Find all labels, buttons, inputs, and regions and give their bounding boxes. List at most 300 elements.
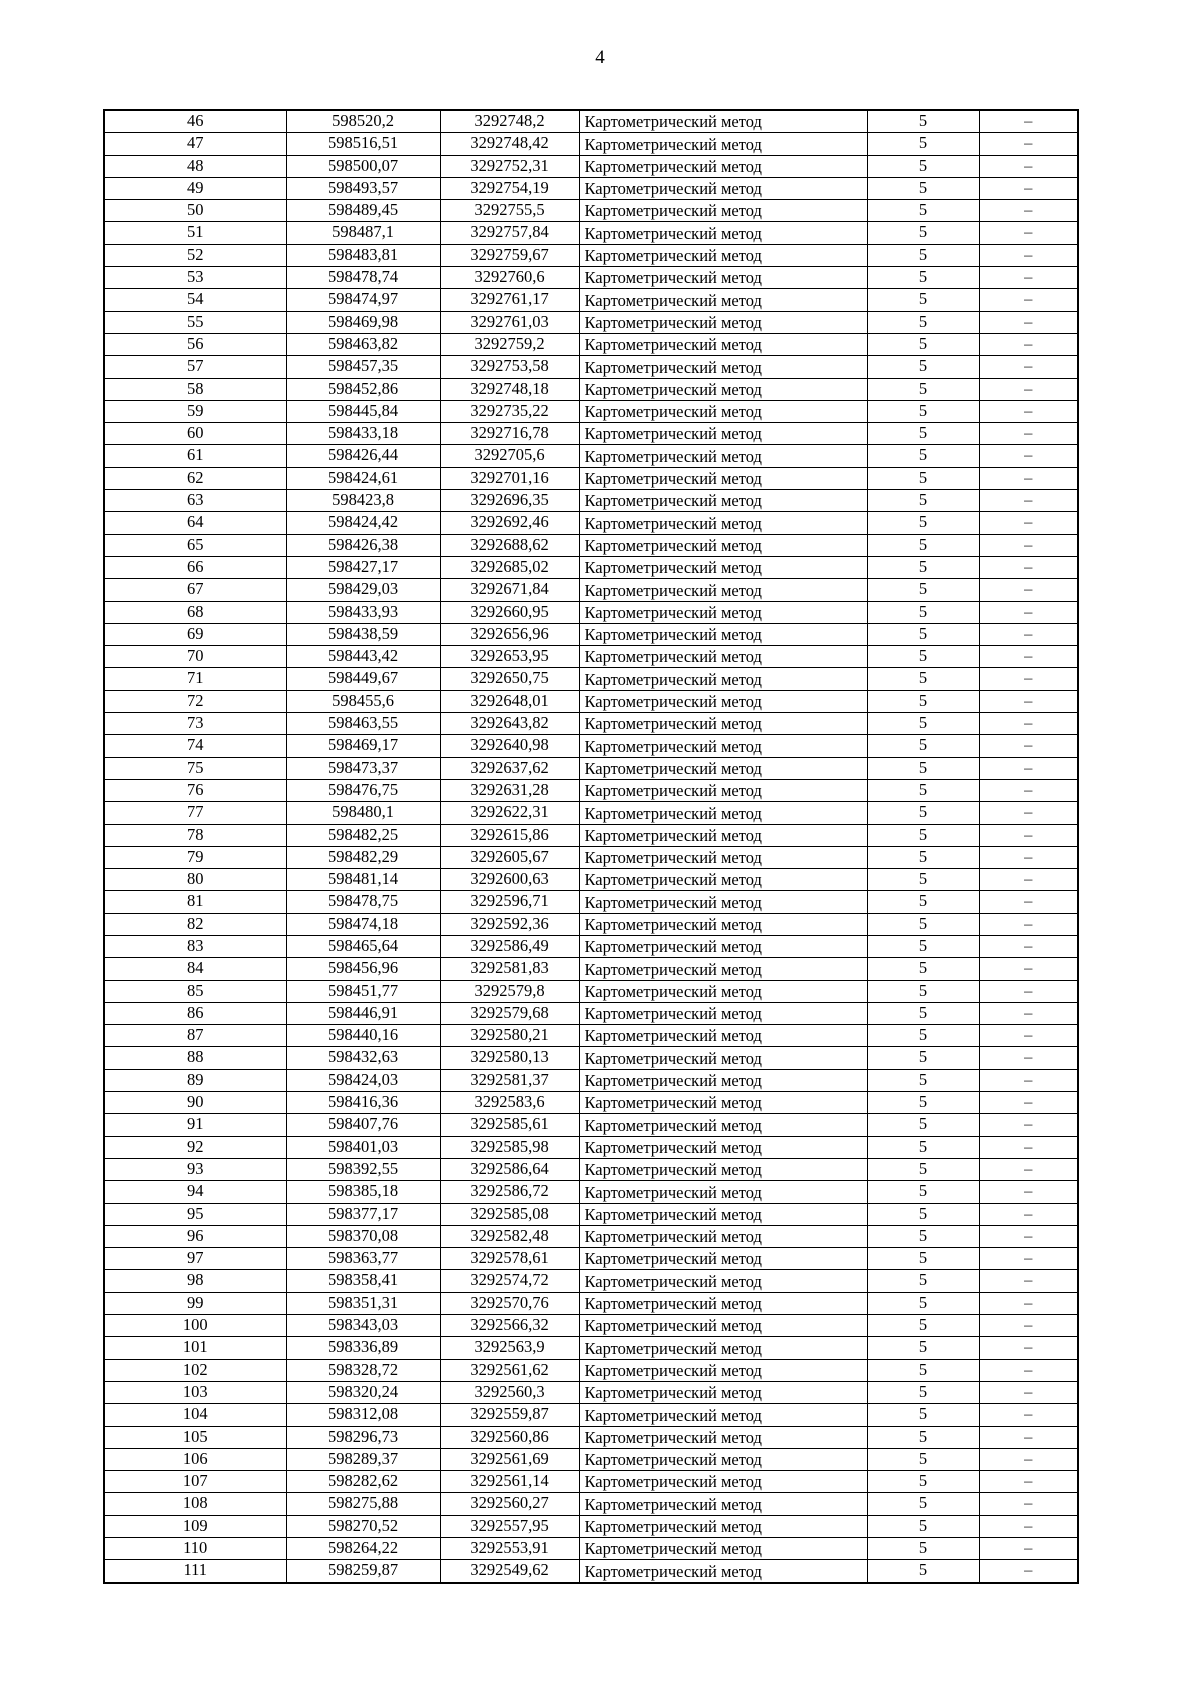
- note-cell: –: [979, 601, 1078, 623]
- accuracy-cell: 5: [867, 1560, 979, 1583]
- note-cell: –: [979, 1315, 1078, 1337]
- note-cell: –: [979, 133, 1078, 155]
- method-cell: Картометрический метод: [579, 869, 867, 891]
- point-number-cell: 53: [104, 267, 286, 289]
- accuracy-cell: 5: [867, 935, 979, 957]
- x-coordinate-cell: 598363,77: [286, 1248, 440, 1270]
- y-coordinate-cell: 3292583,6: [440, 1092, 579, 1114]
- y-coordinate-cell: 3292553,91: [440, 1538, 579, 1560]
- table-row: [104, 802, 1078, 824]
- x-coordinate-cell: 598296,73: [286, 1426, 440, 1448]
- point-number-cell: 71: [104, 668, 286, 690]
- note-cell: –: [979, 512, 1078, 534]
- table-row: [104, 200, 1078, 222]
- method-cell: Картометрический метод: [579, 958, 867, 980]
- method-cell: Картометрический метод: [579, 1136, 867, 1158]
- x-coordinate-cell: 598500,07: [286, 155, 440, 177]
- table-row: [104, 735, 1078, 757]
- table-row: [104, 1292, 1078, 1314]
- note-cell: –: [979, 1448, 1078, 1470]
- point-number-cell: 98: [104, 1270, 286, 1292]
- y-coordinate-cell: 3292615,86: [440, 824, 579, 846]
- point-number-cell: 81: [104, 891, 286, 913]
- table-row: [104, 177, 1078, 199]
- accuracy-cell: 5: [867, 1092, 979, 1114]
- x-coordinate-cell: 598377,17: [286, 1203, 440, 1225]
- x-coordinate-cell: 598474,18: [286, 913, 440, 935]
- accuracy-cell: 5: [867, 356, 979, 378]
- accuracy-cell: 5: [867, 333, 979, 355]
- y-coordinate-cell: 3292716,78: [440, 423, 579, 445]
- accuracy-cell: 5: [867, 267, 979, 289]
- method-cell: Картометрический метод: [579, 1426, 867, 1448]
- x-coordinate-cell: 598469,98: [286, 311, 440, 333]
- table-row: [104, 1203, 1078, 1225]
- note-cell: –: [979, 757, 1078, 779]
- x-coordinate-cell: 598480,1: [286, 802, 440, 824]
- note-cell: –: [979, 735, 1078, 757]
- accuracy-cell: 5: [867, 958, 979, 980]
- point-number-cell: 69: [104, 623, 286, 645]
- method-cell: Картометрический метод: [579, 1381, 867, 1403]
- table-row: [104, 1538, 1078, 1560]
- x-coordinate-cell: 598489,45: [286, 200, 440, 222]
- accuracy-cell: 5: [867, 1225, 979, 1247]
- accuracy-cell: 5: [867, 200, 979, 222]
- point-number-cell: 83: [104, 935, 286, 957]
- table-row: [104, 935, 1078, 957]
- accuracy-cell: 5: [867, 1114, 979, 1136]
- x-coordinate-cell: 598446,91: [286, 1002, 440, 1024]
- x-coordinate-cell: 598392,55: [286, 1158, 440, 1180]
- table-row: [104, 1225, 1078, 1247]
- accuracy-cell: 5: [867, 623, 979, 645]
- note-cell: –: [979, 1359, 1078, 1381]
- method-cell: Картометрический метод: [579, 356, 867, 378]
- y-coordinate-cell: 3292600,63: [440, 869, 579, 891]
- x-coordinate-cell: 598423,8: [286, 490, 440, 512]
- x-coordinate-cell: 598449,67: [286, 668, 440, 690]
- note-cell: –: [979, 646, 1078, 668]
- x-coordinate-cell: 598443,42: [286, 646, 440, 668]
- note-cell: –: [979, 690, 1078, 712]
- table-row: [104, 668, 1078, 690]
- y-coordinate-cell: 3292586,64: [440, 1158, 579, 1180]
- method-cell: Картометрический метод: [579, 913, 867, 935]
- method-cell: Картометрический метод: [579, 1114, 867, 1136]
- accuracy-cell: 5: [867, 1181, 979, 1203]
- y-coordinate-cell: 3292586,49: [440, 935, 579, 957]
- table-row: [104, 445, 1078, 467]
- note-cell: –: [979, 1002, 1078, 1024]
- note-cell: –: [979, 1158, 1078, 1180]
- accuracy-cell: 5: [867, 668, 979, 690]
- table-row: [104, 913, 1078, 935]
- method-cell: Картометрический метод: [579, 556, 867, 578]
- y-coordinate-cell: 3292692,46: [440, 512, 579, 534]
- y-coordinate-cell: 3292586,72: [440, 1181, 579, 1203]
- x-coordinate-cell: 598385,18: [286, 1181, 440, 1203]
- x-coordinate-cell: 598457,35: [286, 356, 440, 378]
- accuracy-cell: 5: [867, 690, 979, 712]
- point-number-cell: 64: [104, 512, 286, 534]
- note-cell: –: [979, 713, 1078, 735]
- point-number-cell: 51: [104, 222, 286, 244]
- note-cell: –: [979, 1114, 1078, 1136]
- y-coordinate-cell: 3292580,13: [440, 1047, 579, 1069]
- note-cell: –: [979, 1181, 1078, 1203]
- y-coordinate-cell: 3292563,9: [440, 1337, 579, 1359]
- y-coordinate-cell: 3292637,62: [440, 757, 579, 779]
- y-coordinate-cell: 3292735,22: [440, 400, 579, 422]
- point-number-cell: 104: [104, 1404, 286, 1426]
- table-row: [104, 1047, 1078, 1069]
- x-coordinate-cell: 598312,08: [286, 1404, 440, 1426]
- y-coordinate-cell: 3292759,67: [440, 244, 579, 266]
- method-cell: Картометрический метод: [579, 1538, 867, 1560]
- x-coordinate-cell: 598516,51: [286, 133, 440, 155]
- table-row: [104, 155, 1078, 177]
- note-cell: –: [979, 222, 1078, 244]
- x-coordinate-cell: 598463,55: [286, 713, 440, 735]
- table-row: [104, 423, 1078, 445]
- y-coordinate-cell: 3292755,5: [440, 200, 579, 222]
- y-coordinate-cell: 3292671,84: [440, 579, 579, 601]
- y-coordinate-cell: 3292574,72: [440, 1270, 579, 1292]
- point-number-cell: 52: [104, 244, 286, 266]
- x-coordinate-cell: 598455,6: [286, 690, 440, 712]
- x-coordinate-cell: 598452,86: [286, 378, 440, 400]
- method-cell: Картометрический метод: [579, 579, 867, 601]
- x-coordinate-cell: 598426,44: [286, 445, 440, 467]
- note-cell: –: [979, 980, 1078, 1002]
- y-coordinate-cell: 3292560,27: [440, 1493, 579, 1515]
- y-coordinate-cell: 3292585,61: [440, 1114, 579, 1136]
- accuracy-cell: 5: [867, 1002, 979, 1024]
- y-coordinate-cell: 3292761,17: [440, 289, 579, 311]
- x-coordinate-cell: 598275,88: [286, 1493, 440, 1515]
- y-coordinate-cell: 3292640,98: [440, 735, 579, 757]
- accuracy-cell: 5: [867, 110, 979, 133]
- y-coordinate-cell: 3292561,62: [440, 1359, 579, 1381]
- x-coordinate-cell: 598407,76: [286, 1114, 440, 1136]
- table-row: [104, 1381, 1078, 1403]
- note-cell: –: [979, 935, 1078, 957]
- accuracy-cell: 5: [867, 423, 979, 445]
- method-cell: Картометрический метод: [579, 133, 867, 155]
- accuracy-cell: 5: [867, 1270, 979, 1292]
- method-cell: Картометрический метод: [579, 200, 867, 222]
- method-cell: Картометрический метод: [579, 400, 867, 422]
- y-coordinate-cell: 3292631,28: [440, 779, 579, 801]
- method-cell: Картометрический метод: [579, 601, 867, 623]
- x-coordinate-cell: 598401,03: [286, 1136, 440, 1158]
- x-coordinate-cell: 598427,17: [286, 556, 440, 578]
- accuracy-cell: 5: [867, 601, 979, 623]
- method-cell: Картометрический метод: [579, 1337, 867, 1359]
- y-coordinate-cell: 3292748,18: [440, 378, 579, 400]
- note-cell: –: [979, 445, 1078, 467]
- method-cell: Картометрический метод: [579, 467, 867, 489]
- table-row: [104, 133, 1078, 155]
- note-cell: –: [979, 467, 1078, 489]
- accuracy-cell: 5: [867, 311, 979, 333]
- note-cell: –: [979, 779, 1078, 801]
- point-number-cell: 102: [104, 1359, 286, 1381]
- x-coordinate-cell: 598483,81: [286, 244, 440, 266]
- point-number-cell: 88: [104, 1047, 286, 1069]
- note-cell: –: [979, 1381, 1078, 1403]
- y-coordinate-cell: 3292561,69: [440, 1448, 579, 1470]
- x-coordinate-cell: 598433,93: [286, 601, 440, 623]
- accuracy-cell: 5: [867, 244, 979, 266]
- table-row: [104, 1136, 1078, 1158]
- table-row: [104, 400, 1078, 422]
- method-cell: Картометрический метод: [579, 512, 867, 534]
- note-cell: –: [979, 333, 1078, 355]
- method-cell: Картометрический метод: [579, 1002, 867, 1024]
- y-coordinate-cell: 3292549,62: [440, 1560, 579, 1583]
- table-row: [104, 1315, 1078, 1337]
- accuracy-cell: 5: [867, 1248, 979, 1270]
- accuracy-cell: 5: [867, 400, 979, 422]
- method-cell: Картометрический метод: [579, 824, 867, 846]
- note-cell: –: [979, 1471, 1078, 1493]
- note-cell: –: [979, 534, 1078, 556]
- table-row: [104, 1359, 1078, 1381]
- point-number-cell: 108: [104, 1493, 286, 1515]
- table-row: [104, 1181, 1078, 1203]
- method-cell: Картометрический метод: [579, 1404, 867, 1426]
- table-row: [104, 289, 1078, 311]
- method-cell: Картометрический метод: [579, 1069, 867, 1091]
- point-number-cell: 66: [104, 556, 286, 578]
- accuracy-cell: 5: [867, 646, 979, 668]
- point-number-cell: 77: [104, 802, 286, 824]
- note-cell: –: [979, 1337, 1078, 1359]
- method-cell: Картометрический метод: [579, 222, 867, 244]
- point-number-cell: 95: [104, 1203, 286, 1225]
- y-coordinate-cell: 3292596,71: [440, 891, 579, 913]
- table-row: [104, 378, 1078, 400]
- note-cell: –: [979, 579, 1078, 601]
- note-cell: –: [979, 1025, 1078, 1047]
- method-cell: Картометрический метод: [579, 713, 867, 735]
- point-number-cell: 93: [104, 1158, 286, 1180]
- note-cell: –: [979, 1493, 1078, 1515]
- note-cell: –: [979, 958, 1078, 980]
- accuracy-cell: 5: [867, 155, 979, 177]
- note-cell: –: [979, 400, 1078, 422]
- y-coordinate-cell: 3292605,67: [440, 846, 579, 868]
- y-coordinate-cell: 3292656,96: [440, 623, 579, 645]
- table-row: [104, 980, 1078, 1002]
- y-coordinate-cell: 3292622,31: [440, 802, 579, 824]
- y-coordinate-cell: 3292559,87: [440, 1404, 579, 1426]
- accuracy-cell: 5: [867, 1047, 979, 1069]
- coordinates-table-body: [104, 110, 1078, 1583]
- method-cell: Картометрический метод: [579, 378, 867, 400]
- table-row: [104, 1426, 1078, 1448]
- table-row: [104, 467, 1078, 489]
- point-number-cell: 109: [104, 1515, 286, 1537]
- method-cell: Картометрический метод: [579, 177, 867, 199]
- table-row: [104, 958, 1078, 980]
- point-number-cell: 80: [104, 869, 286, 891]
- point-number-cell: 46: [104, 110, 286, 133]
- note-cell: –: [979, 490, 1078, 512]
- note-cell: –: [979, 244, 1078, 266]
- y-coordinate-cell: 3292581,83: [440, 958, 579, 980]
- y-coordinate-cell: 3292580,21: [440, 1025, 579, 1047]
- point-number-cell: 68: [104, 601, 286, 623]
- method-cell: Картометрический метод: [579, 1515, 867, 1537]
- y-coordinate-cell: 3292748,42: [440, 133, 579, 155]
- note-cell: –: [979, 913, 1078, 935]
- accuracy-cell: 5: [867, 1315, 979, 1337]
- point-number-cell: 111: [104, 1560, 286, 1583]
- y-coordinate-cell: 3292561,14: [440, 1471, 579, 1493]
- method-cell: Картометрический метод: [579, 1025, 867, 1047]
- point-number-cell: 48: [104, 155, 286, 177]
- table-row: [104, 244, 1078, 266]
- method-cell: Картометрический метод: [579, 1181, 867, 1203]
- point-number-cell: 47: [104, 133, 286, 155]
- x-coordinate-cell: 598336,89: [286, 1337, 440, 1359]
- x-coordinate-cell: 598432,63: [286, 1047, 440, 1069]
- method-cell: Картометрический метод: [579, 779, 867, 801]
- note-cell: –: [979, 289, 1078, 311]
- x-coordinate-cell: 598424,42: [286, 512, 440, 534]
- table-row: [104, 534, 1078, 556]
- x-coordinate-cell: 598478,75: [286, 891, 440, 913]
- table-row: [104, 1448, 1078, 1470]
- y-coordinate-cell: 3292752,31: [440, 155, 579, 177]
- x-coordinate-cell: 598440,16: [286, 1025, 440, 1047]
- accuracy-cell: 5: [867, 378, 979, 400]
- note-cell: –: [979, 802, 1078, 824]
- x-coordinate-cell: 598370,08: [286, 1225, 440, 1247]
- method-cell: Картометрический метод: [579, 1248, 867, 1270]
- accuracy-cell: 5: [867, 1448, 979, 1470]
- table-row: [104, 1002, 1078, 1024]
- method-cell: Картометрический метод: [579, 1292, 867, 1314]
- note-cell: –: [979, 1426, 1078, 1448]
- method-cell: Картометрический метод: [579, 445, 867, 467]
- table-row: [104, 1515, 1078, 1537]
- note-cell: –: [979, 668, 1078, 690]
- table-row: [104, 267, 1078, 289]
- accuracy-cell: 5: [867, 1292, 979, 1314]
- method-cell: Картометрический метод: [579, 244, 867, 266]
- accuracy-cell: 5: [867, 1493, 979, 1515]
- y-coordinate-cell: 3292748,2: [440, 110, 579, 133]
- note-cell: –: [979, 846, 1078, 868]
- method-cell: Картометрический метод: [579, 891, 867, 913]
- x-coordinate-cell: 598476,75: [286, 779, 440, 801]
- point-number-cell: 76: [104, 779, 286, 801]
- x-coordinate-cell: 598282,62: [286, 1471, 440, 1493]
- x-coordinate-cell: 598433,18: [286, 423, 440, 445]
- point-number-cell: 75: [104, 757, 286, 779]
- method-cell: Картометрический метод: [579, 1359, 867, 1381]
- x-coordinate-cell: 598482,29: [286, 846, 440, 868]
- x-coordinate-cell: 598445,84: [286, 400, 440, 422]
- method-cell: Картометрический метод: [579, 623, 867, 645]
- note-cell: –: [979, 1203, 1078, 1225]
- y-coordinate-cell: 3292761,03: [440, 311, 579, 333]
- note-cell: –: [979, 1515, 1078, 1537]
- note-cell: –: [979, 1538, 1078, 1560]
- y-coordinate-cell: 3292566,32: [440, 1315, 579, 1337]
- x-coordinate-cell: 598270,52: [286, 1515, 440, 1537]
- point-number-cell: 94: [104, 1181, 286, 1203]
- accuracy-cell: 5: [867, 133, 979, 155]
- note-cell: –: [979, 267, 1078, 289]
- y-coordinate-cell: 3292648,01: [440, 690, 579, 712]
- x-coordinate-cell: 598358,41: [286, 1270, 440, 1292]
- y-coordinate-cell: 3292650,75: [440, 668, 579, 690]
- table-row: [104, 646, 1078, 668]
- x-coordinate-cell: 598343,03: [286, 1315, 440, 1337]
- y-coordinate-cell: 3292757,84: [440, 222, 579, 244]
- y-coordinate-cell: 3292643,82: [440, 713, 579, 735]
- table-row: [104, 1270, 1078, 1292]
- note-cell: –: [979, 1292, 1078, 1314]
- method-cell: Картометрический метод: [579, 802, 867, 824]
- point-number-cell: 58: [104, 378, 286, 400]
- accuracy-cell: 5: [867, 869, 979, 891]
- note-cell: –: [979, 1404, 1078, 1426]
- table-row: [104, 311, 1078, 333]
- table-row: [104, 1404, 1078, 1426]
- method-cell: Картометрический метод: [579, 1471, 867, 1493]
- point-number-cell: 74: [104, 735, 286, 757]
- y-coordinate-cell: 3292696,35: [440, 490, 579, 512]
- method-cell: Картометрический метод: [579, 646, 867, 668]
- accuracy-cell: 5: [867, 1538, 979, 1560]
- method-cell: Картометрический метод: [579, 311, 867, 333]
- note-cell: –: [979, 1092, 1078, 1114]
- table-row: [104, 869, 1078, 891]
- accuracy-cell: 5: [867, 177, 979, 199]
- accuracy-cell: 5: [867, 1158, 979, 1180]
- method-cell: Картометрический метод: [579, 1560, 867, 1583]
- y-coordinate-cell: 3292579,8: [440, 980, 579, 1002]
- point-number-cell: 67: [104, 579, 286, 601]
- point-number-cell: 59: [104, 400, 286, 422]
- note-cell: –: [979, 110, 1078, 133]
- note-cell: –: [979, 356, 1078, 378]
- method-cell: Картометрический метод: [579, 490, 867, 512]
- table-row: [104, 824, 1078, 846]
- accuracy-cell: 5: [867, 534, 979, 556]
- note-cell: –: [979, 1248, 1078, 1270]
- x-coordinate-cell: 598493,57: [286, 177, 440, 199]
- note-cell: –: [979, 1560, 1078, 1583]
- note-cell: –: [979, 311, 1078, 333]
- table-row: [104, 846, 1078, 868]
- point-number-cell: 90: [104, 1092, 286, 1114]
- x-coordinate-cell: 598482,25: [286, 824, 440, 846]
- accuracy-cell: 5: [867, 289, 979, 311]
- accuracy-cell: 5: [867, 490, 979, 512]
- note-cell: –: [979, 556, 1078, 578]
- method-cell: Картометрический метод: [579, 668, 867, 690]
- table-row: [104, 556, 1078, 578]
- point-number-cell: 107: [104, 1471, 286, 1493]
- table-row: [104, 601, 1078, 623]
